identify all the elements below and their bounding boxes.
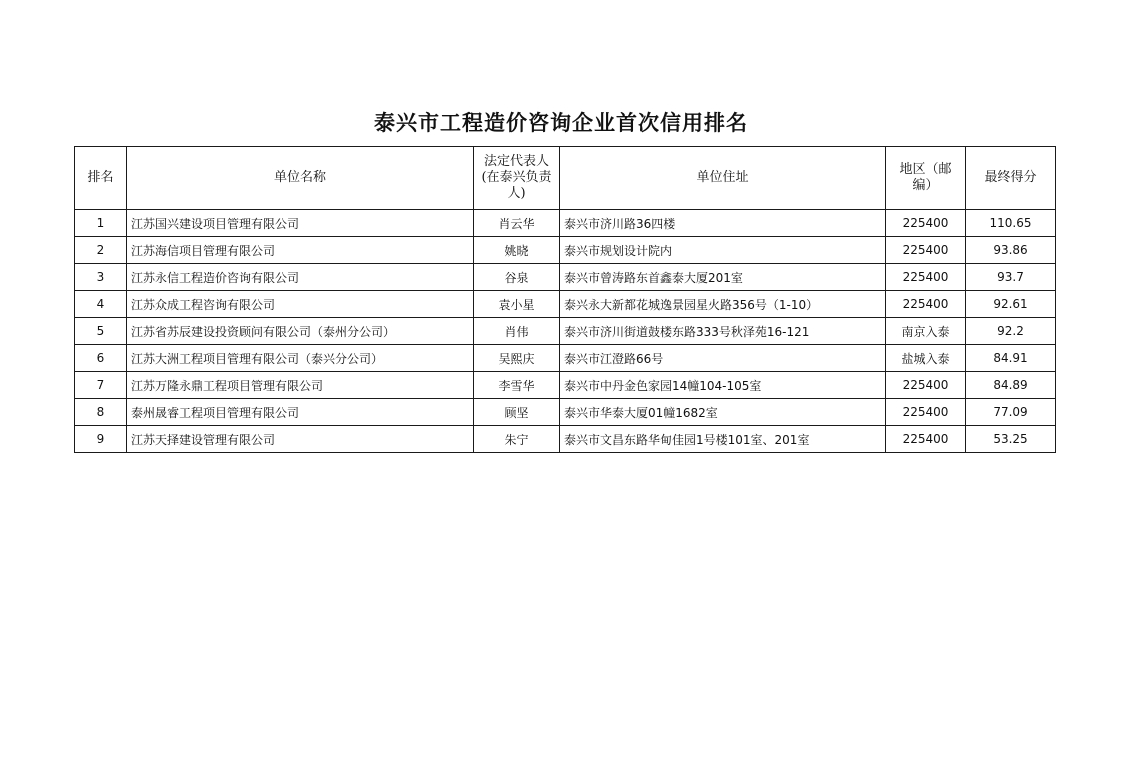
cell-score: 77.09 <box>966 399 1056 426</box>
cell-address: 泰兴永大新都花城逸景园星火路356号（1-10） <box>560 291 886 318</box>
cell-representative: 李雪华 <box>474 372 560 399</box>
cell-region: 225400 <box>886 237 966 264</box>
cell-company-name: 江苏万隆永鼎工程项目管理有限公司 <box>127 372 474 399</box>
cell-company-name: 江苏海信项目管理有限公司 <box>127 237 474 264</box>
table-row <box>75 426 1056 453</box>
header-rep-line1: 法定代表人 <box>483 154 549 169</box>
cell-region: 225400 <box>886 399 966 426</box>
table-row <box>75 264 1056 291</box>
cell-company-name: 江苏永信工程造价咨询有限公司 <box>127 264 474 291</box>
cell-address: 泰兴市济川街道鼓楼东路333号秋泽苑16-121 <box>560 318 886 345</box>
cell-rank: 6 <box>75 345 127 372</box>
table-row <box>75 345 1056 372</box>
page-title: 泰兴市工程造价咨询企业首次信用排名 <box>374 110 748 135</box>
cell-company-name: 江苏天择建设管理有限公司 <box>127 426 474 453</box>
header-address: 单位住址 <box>560 147 886 210</box>
cell-company-name: 泰州晟睿工程项目管理有限公司 <box>127 399 474 426</box>
cell-rank: 2 <box>75 237 127 264</box>
cell-region: 盐城入泰 <box>886 345 966 372</box>
cell-score: 93.86 <box>966 237 1056 264</box>
cell-rank: 8 <box>75 399 127 426</box>
cell-representative: 袁小星 <box>474 291 560 318</box>
cell-representative: 姚晓 <box>474 237 560 264</box>
cell-rank: 4 <box>75 291 127 318</box>
cell-region: 225400 <box>886 264 966 291</box>
table-row <box>75 237 1056 264</box>
cell-rank: 5 <box>75 318 127 345</box>
header-rank: 排名 <box>75 147 127 210</box>
cell-representative: 吴熙庆 <box>474 345 560 372</box>
cell-score: 92.2 <box>966 318 1056 345</box>
table-row <box>75 291 1056 318</box>
table-row <box>75 399 1056 426</box>
header-region <box>886 147 966 210</box>
cell-score: 84.89 <box>966 372 1056 399</box>
cell-score: 84.91 <box>966 345 1056 372</box>
cell-region: 225400 <box>886 291 966 318</box>
cell-address: 泰兴市规划设计院内 <box>560 237 886 264</box>
header-rep-line2: (在泰兴负责 <box>481 170 552 185</box>
cell-company-name: 江苏大洲工程项目管理有限公司（泰兴分公司） <box>127 345 474 372</box>
cell-address: 泰兴市济川路36四楼 <box>560 210 886 237</box>
cell-rank: 1 <box>75 210 127 237</box>
cell-company-name: 江苏众成工程咨询有限公司 <box>127 291 474 318</box>
cell-score: 92.61 <box>966 291 1056 318</box>
cell-address: 泰兴市曾涛路东首鑫泰大厦201室 <box>560 264 886 291</box>
header-company-name: 单位名称 <box>127 147 474 210</box>
cell-score: 93.7 <box>966 264 1056 291</box>
header-final-score: 最终得分 <box>966 147 1056 210</box>
header-region-line1: 地区（邮 <box>899 162 952 177</box>
cell-company-name: 江苏国兴建设项目管理有限公司 <box>127 210 474 237</box>
cell-representative: 顾坚 <box>474 399 560 426</box>
header-rep-line3: 人) <box>507 186 526 201</box>
ranking-table <box>74 146 1056 453</box>
cell-region: 225400 <box>886 372 966 399</box>
cell-representative: 谷泉 <box>474 264 560 291</box>
header-legal-representative <box>474 147 560 210</box>
cell-address: 泰兴市文昌东路华甸佳园1号楼101室、201室 <box>560 426 886 453</box>
cell-representative: 肖伟 <box>474 318 560 345</box>
cell-region: 225400 <box>886 426 966 453</box>
cell-address: 泰兴市中丹金色家园14幢104-105室 <box>560 372 886 399</box>
cell-representative: 肖云华 <box>474 210 560 237</box>
cell-region: 南京入泰 <box>886 318 966 345</box>
table-row <box>75 210 1056 237</box>
cell-rank: 3 <box>75 264 127 291</box>
cell-company-name: 江苏省苏辰建设投资顾问有限公司（泰州分公司） <box>127 318 474 345</box>
cell-region: 225400 <box>886 210 966 237</box>
header-region-line2: 编） <box>912 178 939 193</box>
table-row <box>75 372 1056 399</box>
cell-rank: 7 <box>75 372 127 399</box>
cell-representative: 朱宁 <box>474 426 560 453</box>
table-row <box>75 318 1056 345</box>
table-header-row <box>75 147 1056 210</box>
cell-address: 泰兴市江澄路66号 <box>560 345 886 372</box>
cell-score: 53.25 <box>966 426 1056 453</box>
cell-rank: 9 <box>75 426 127 453</box>
cell-address: 泰兴市华泰大厦01幢1682室 <box>560 399 886 426</box>
cell-score: 110.65 <box>966 210 1056 237</box>
